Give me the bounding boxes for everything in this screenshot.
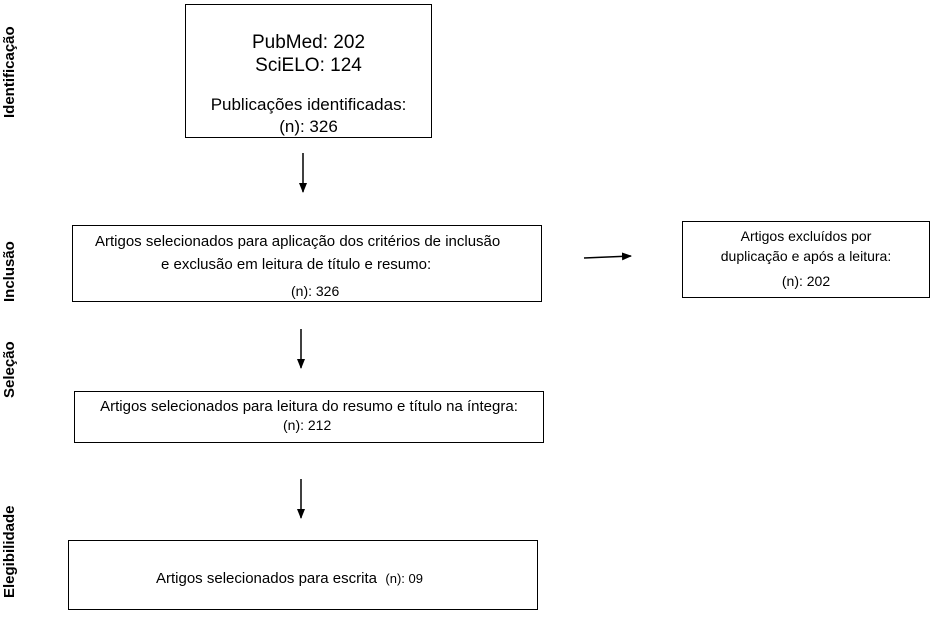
excluded-text-line2: duplicação e após a leitura:	[720, 248, 892, 264]
identified-label: Publicações identificadas:	[210, 95, 407, 114]
stage-label-identificacao: Identificação	[1, 26, 18, 118]
selection-count: (n): 212	[283, 417, 332, 433]
stage-label-selecao: Seleção	[1, 341, 18, 398]
scielo-count: SciELO: 124	[255, 55, 362, 76]
excluded-count: (n): 202	[781, 273, 831, 289]
inclusion-text-line2: e exclusão em leitura de título e resumo:	[161, 256, 432, 273]
pubmed-count: PubMed: 202	[251, 32, 366, 53]
stage-label-elegibilidade: Elegibilidade	[1, 505, 18, 598]
identified-count: (n): 326	[279, 117, 338, 136]
arrow-inclusion-to-excluded	[584, 256, 631, 258]
inclusion-text-line1: Artigos selecionados para aplicação dos critérios de inclusão	[95, 233, 501, 250]
eligibility-label: Artigos selecionados para escrita	[156, 570, 377, 587]
selection-text: Artigos selecionados para leitura do resumo e título na íntegra:	[100, 398, 518, 415]
eligibility-count: (n): 09	[385, 571, 423, 586]
inclusion-count: (n): 326	[291, 283, 340, 299]
excluded-text-line1: Artigos excluídos por	[740, 228, 872, 244]
stage-label-inclusao: Inclusão	[1, 241, 18, 302]
